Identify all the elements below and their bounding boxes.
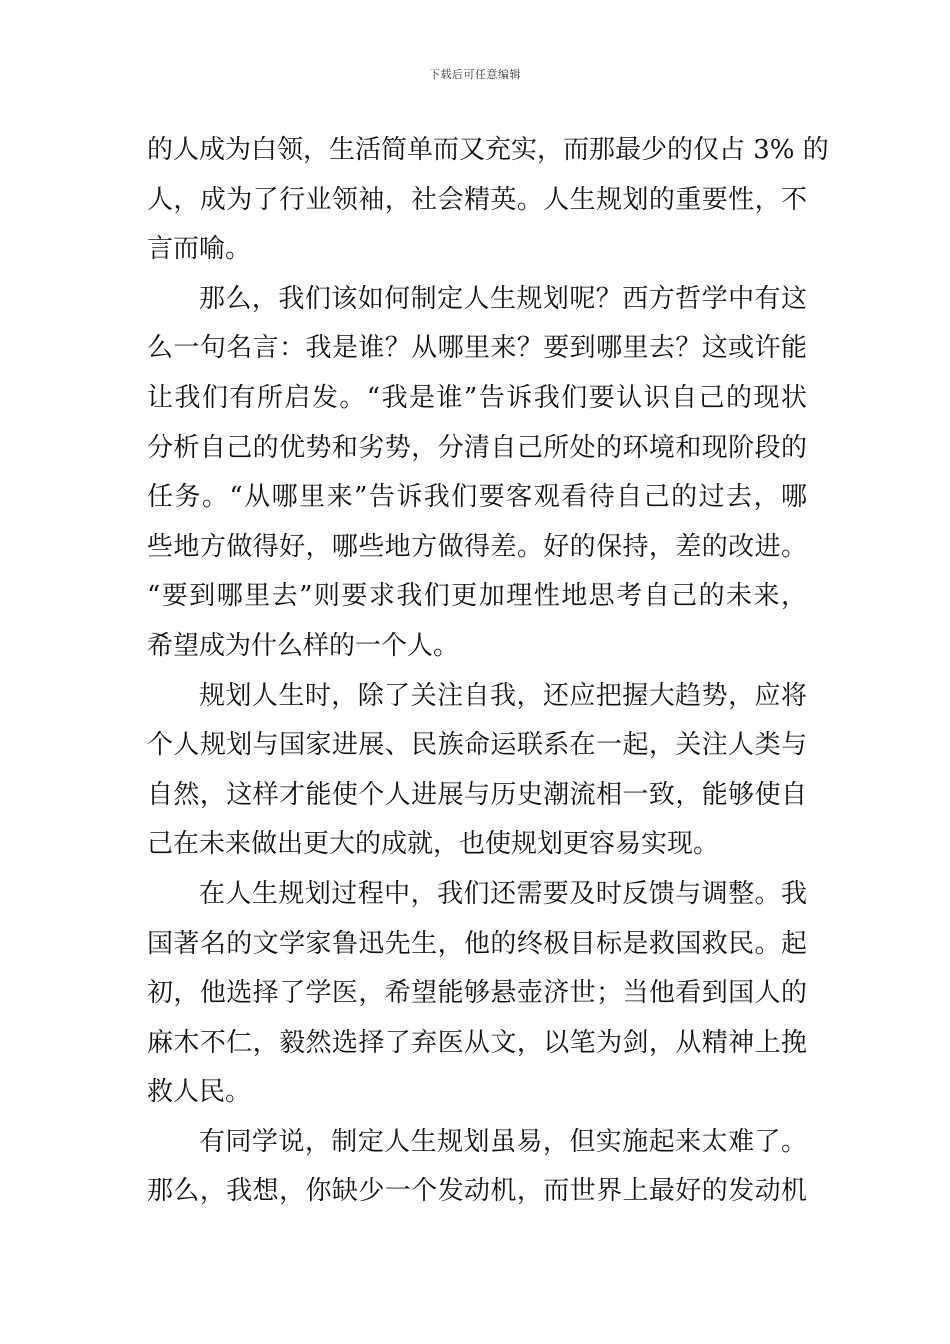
text-line: 的人成为白领，生活简单而又充实，而那最少的仅占 3% 的	[147, 135, 829, 165]
text-line: 希望成为什么样的一个人。	[147, 630, 460, 661]
text-line: 任务。“从哪里来”告诉我们要客观看待自己的过去，哪	[147, 482, 807, 513]
text-line: 那么，我们该如何制定人生规划呢？西方哲学中有这	[199, 283, 807, 314]
page-header: 下载后可任意编辑	[429, 68, 521, 81]
text-line: 初，他选择了学医，希望能够悬壶济世；当他看到国人的	[147, 978, 807, 1009]
text-line: 言而喻。	[147, 234, 252, 265]
text-line: 个人规划与国家进展、民族命运联系在一起，关注人类与	[147, 730, 807, 761]
text-line: 有同学说，制定人生规划虽易，但实施起来太难了。	[199, 1126, 807, 1157]
text-line: 人，成为了行业领袖，社会精英。人生规划的重要性，不	[147, 184, 807, 215]
document-body	[147, 126, 829, 1217]
text-line: 规划人生时，除了关注自我，还应把握大趋势，应将	[199, 680, 807, 711]
text-line: 么一句名言：我是谁？从哪里来？要到哪里去？这或许能	[147, 333, 807, 364]
text-line: 在人生规划过程中，我们还需要及时反馈与调整。我	[199, 878, 807, 909]
text-line: 让我们有所启发。“我是谁”告诉我们要认识自己的现状	[147, 382, 807, 413]
text-line: 国著名的文学家鲁迅先生，他的终极目标是救国救民。起	[147, 928, 807, 959]
text-line: 那么，我想，你缺少一个发动机，而世界上最好的发动机	[147, 1176, 807, 1207]
text-line: “要到哪里去”则要求我们更加理性地思考自己的未来，	[147, 581, 807, 612]
text-line: 己在未来做出更大的成就，也使规划更容易实现。	[147, 829, 720, 860]
text-line: 麻木不仁，毅然选择了弃医从文，以笔为剑，从精神上挽	[147, 1027, 807, 1058]
text-line: 些地方做得好，哪些地方做得差。好的保持，差的改进。	[147, 531, 807, 562]
text-line: 分析自己的优势和劣势，分清自己所处的环境和现阶段的	[147, 432, 807, 463]
text-line: 救人民。	[147, 1077, 252, 1108]
text-line: 自然，这样才能使个人进展与历史潮流相一致，能够使自	[147, 779, 807, 810]
